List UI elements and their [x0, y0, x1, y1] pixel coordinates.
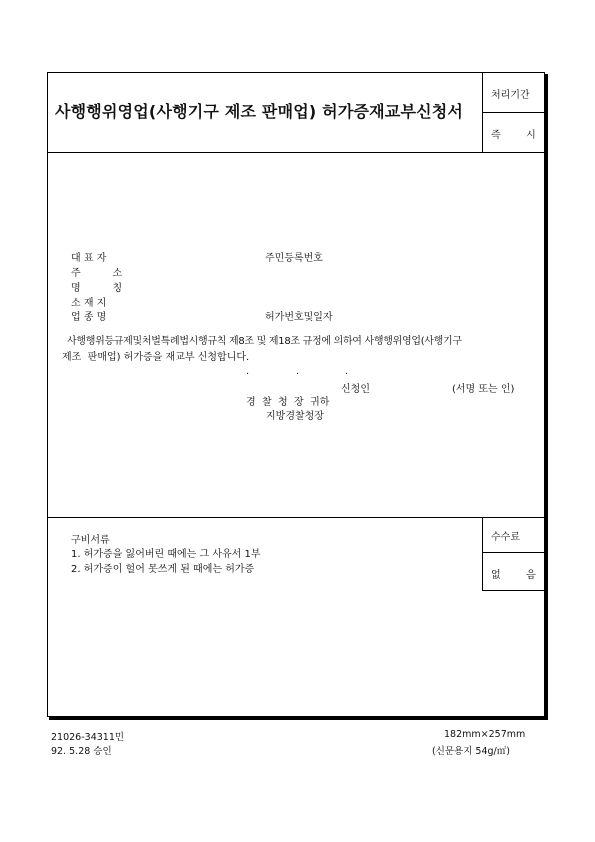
- documents-title: 구비서류: [71, 535, 110, 546]
- name-label: 명 칭: [71, 283, 123, 294]
- processing-period-value: 즉 시: [491, 130, 536, 141]
- fee-divider: [482, 517, 483, 590]
- processing-period-label: 처리기간: [491, 90, 530, 101]
- processing-cell-divider: [482, 112, 545, 113]
- resident-number-label: 주민등록번호: [265, 253, 323, 264]
- paper-type: (신문용지 54g/㎡): [432, 746, 510, 757]
- fee-label: 수수료: [491, 532, 520, 543]
- application-statement-line1: 사행행위등규제및처벌특례법시행규칙 제8조 및 제18조 규정에 의하여 사행행위영업(사행기구: [67, 336, 462, 347]
- form-shadow-right: [545, 74, 548, 720]
- form-number: 21026-34311민: [51, 732, 125, 743]
- applicant-label: 신청인: [341, 384, 370, 395]
- addressee-line1: 경 찰 청 장 귀하: [246, 397, 330, 408]
- date-year-dot: .: [246, 366, 250, 377]
- location-label: 소 재 지: [71, 298, 107, 309]
- addressee-line2: 지방경찰청장: [266, 411, 324, 422]
- fee-value: 없 음: [491, 570, 536, 581]
- approval-date: 92. 5.28 승인: [51, 746, 112, 757]
- business-name-label: 업 종 명: [71, 312, 107, 323]
- document-item-2: 2. 허가증이 헐어 못쓰게 된 때에는 허가증: [71, 564, 255, 575]
- permit-number-date-label: 허가번호및일자: [265, 312, 333, 323]
- documents-top-rule: [47, 517, 545, 518]
- signature-label: (서명 또는 인): [452, 384, 515, 395]
- paper-size: 182mm×257mm: [444, 729, 526, 740]
- date-day-dot: .: [345, 366, 349, 377]
- fee-cell-divider: [482, 552, 545, 553]
- application-statement-line2: 제조 판매업) 허가증을 재교부 신청합니다.: [62, 352, 250, 363]
- fee-bottom-rule: [482, 590, 545, 591]
- form-title: 사행행위영업(사행기구 제조 판매업) 허가증재교부신청서: [55, 102, 464, 121]
- form-shadow-bottom: [49, 717, 548, 720]
- date-month-dot: .: [296, 366, 300, 377]
- address-label: 주 소: [71, 268, 123, 279]
- document-item-1: 1. 허가증을 잃어버린 때에는 그 사유서 1부: [71, 549, 261, 560]
- header-bottom-rule: [47, 152, 545, 153]
- representative-label: 대 표 자: [71, 253, 107, 264]
